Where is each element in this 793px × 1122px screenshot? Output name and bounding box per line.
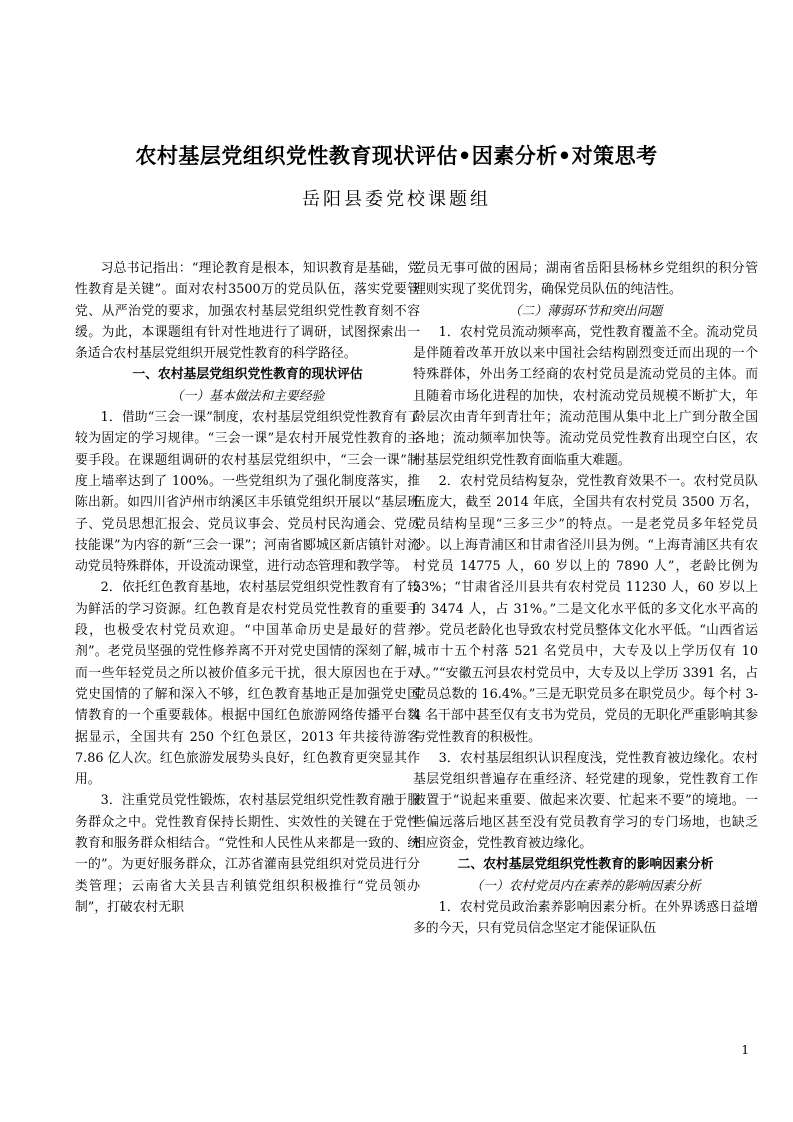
body-paragraph: 2．依托红色教育基地，农村基层党组织党性教育有了较为鲜活的学习资源。红色教育是农村党员党性教育的重要手段，也极受农村党员欢迎。“中国革命历史是最好的营养剂”。老党员坚强的党性修养离不开对党史国情的深刻了解，而一些年轻党员之所以被价值多元干扰，很大原因也在于对党史国情的了解和深入不够，红色教育基地正是加强党史国情教育的一个重要载体。根据中国红色旅游网络传播平台数据显示，全国共有 250 个红色景区，2013 年共接待游客 7.86 亿人次。红色旅游发展势头良好，红色教育更突显其作用。 xyxy=(75,580,420,788)
paper-author: 岳阳县委党校课题组 xyxy=(302,189,491,210)
body-paragraph: 1．农村党员政治素养影响因素分析。在外界诱惑日益增多的今天，只有党员信念坚定才能保证队伍 xyxy=(413,899,758,937)
intro-paragraph: 习总书记指出：“理论教育是根本，知识教育是基础，党性教育是关键”。面对农村3500万的党员队伍，落实党要管党、从严治党的要求，加强农村基层党组织党性教育刻不容缓。为此，本课题组有针对性地进行了调研，试图探索出一条适合农村基层党组织开展党性教育的科学路径。 xyxy=(75,261,420,362)
right-column xyxy=(413,258,758,1058)
subsection-heading: （一）基本做法和主要经验 xyxy=(170,388,325,404)
body-paragraph: 1．农村党员流动频率高，党性教育覆盖不全。流动党员是伴随着改革开放以来中国社会结构剧烈变迁而出现的一个特殊群体，外出务工经商的农村党员是流动党员的主体。而且随着市场化进程的加快，农村流动党员规模不断扩大，年龄层次由青年到青壮年；流动范围从集中北上广到分散全国各地；流动频率加快等。流动党员党性教育出现空白区，农村基层党组织党性教育面临重大难题。 xyxy=(413,324,758,468)
section-heading: 一、农村基层党组织党性教育的现状评估 xyxy=(132,367,363,383)
left-column xyxy=(75,258,420,1058)
page-number: 1 xyxy=(741,1043,749,1057)
body-paragraph: 1．借助“三会一课”制度，农村基层党组织党性教育有了较为固定的学习规律。“三会一课”是农村开展党性教育的主要手段。在课题组调研的农村基层党组织中，“三会一课”制度上墙率达到了 100%。一些党组织为了强化制度落实，推陈出新。如四川省泸州市纳溪区丰乐镇党组织开展以“基层班子、党员思想汇报会、党员议事会、党员村民沟通会、党员技能课”为内容的新“三会一课”；河南省郾城区新店镇针对流动党员特殊群体，开设流动课堂，进行动态管理和教学等。 xyxy=(75,410,420,575)
section-heading: 二、农村基层党组织党性教育的影响因素分析 xyxy=(457,857,714,873)
body-paragraph: 3．农村基层组织认识程度浅，党性教育被边缘化。农村基层党组织普遍存在重经济、轻党建的现象，党性教育工作被置于“说起来重要、做起来次要、忙起来不要”的境地。一些偏远落后地区甚至没有党员教育学习的专门场地，也缺乏相应资金，党性教育被边缘化。 xyxy=(413,750,758,852)
subsection-heading: （一）农村党员内在素养的影响因素分析 xyxy=(470,878,701,894)
body-paragraph-continued: 党员无事可做的困局；湖南省岳阳县杨林乡党组织的积分管理则实现了奖优罚劣，确保党员队伍的纯洁性。 xyxy=(413,261,758,298)
paper-title: 农村基层党组织党性教育现状评估•因素分析•对策思考 xyxy=(135,144,658,168)
body-paragraph: 3．注重党员党性锻炼，农村基层党组织党性教育融于服务群众之中。党性教育保持长期性、实效性的关键在于党性教育和服务群众相结合。“党性和人民性从来都是一致的、统一的”。为更好服务群众，江苏省灌南县党组织对党员进行分类管理；云南省大关县吉利镇党组织积极推行“党员领办制”，打破农村无职 xyxy=(75,793,420,915)
subsection-heading: （二）薄弱环节和突出问题 xyxy=(508,303,663,319)
body-paragraph: 2．农村党员结构复杂，党性教育效果不一。农村党员队伍庞大，截至 2014 年底，全国共有农村党员 3500 万名，党员结构呈现“三多三少”的特点。一是老党员多年轻党员少。以上海青浦区和甘肃省泾川县为例。“上海青浦区共有农村党员 14775 人，60 岁以上的 7890 人”，老龄比例为 53%；“甘肃省泾川县共有农村党员 11230 人，60 岁以上的 3474 人，占 31%。”二是文化水平低的多文化水平高的少。党员老龄化也导致农村党员整体文化水平低。“山西省运城市十五个村落 521 名党员中，大专及以上学历仅有 10 人。”“安徽五河县农村党员中，大专及以上学历 3391 名，占党员总数的 16.4%。”三是无职党员多在职党员少。每个村 3-4 名干部中甚至仅有支书为党员，党员的无职化严重影响其参与党性教育的积极性。 xyxy=(413,473,758,745)
